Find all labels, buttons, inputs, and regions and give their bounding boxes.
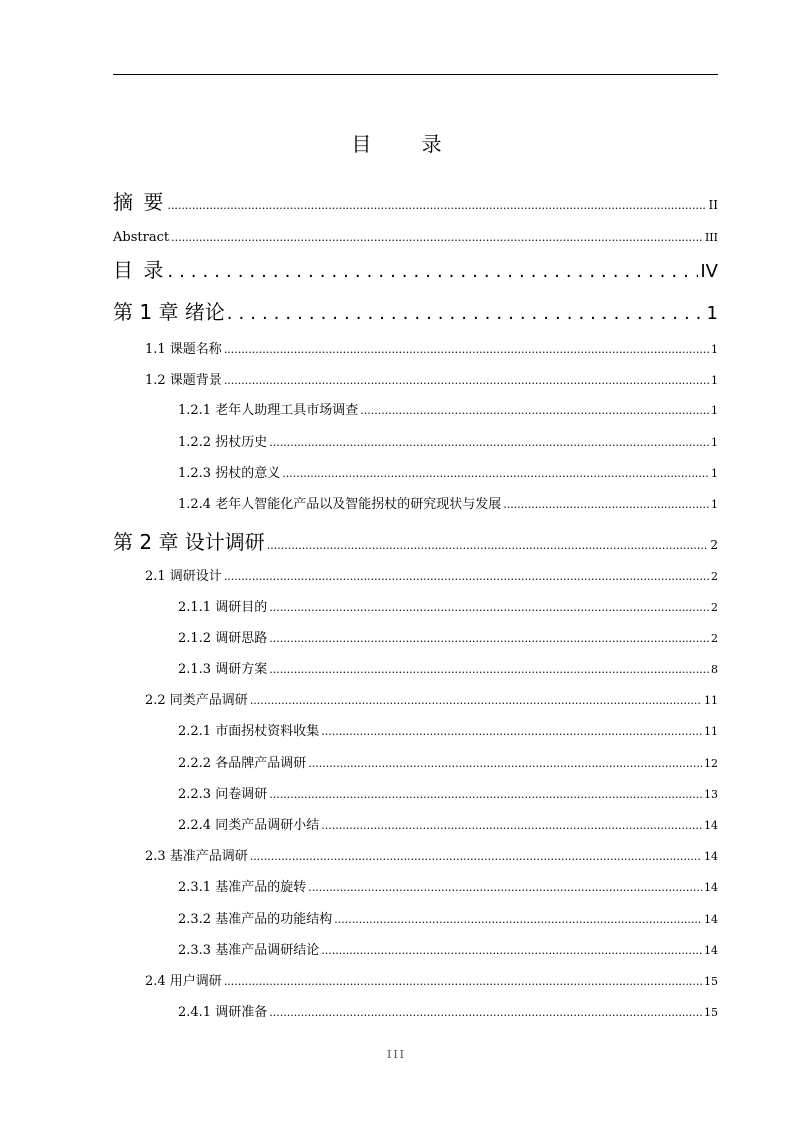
toc-leader (269, 786, 702, 804)
toc-leader (224, 341, 709, 359)
toc-entry-label: 2.2.3 问卷调研 (178, 787, 268, 802)
toc-leader (267, 533, 709, 559)
toc-leader (269, 1004, 702, 1022)
toc-leader (227, 301, 705, 327)
toc-entry-section[interactable] (145, 568, 718, 586)
toc-entry-page: 13 (704, 788, 718, 801)
toc-entry-page: 1 (711, 343, 718, 356)
toc-entry-label: 1.2 课题背景 (145, 373, 222, 388)
toc-entry-subsection[interactable] (178, 402, 718, 420)
toc-entry-page: 15 (704, 1006, 718, 1019)
toc-leader (224, 372, 709, 390)
toc-entry-label: 2.1.1 调研目的 (178, 600, 268, 615)
toc-entry-label: 2.3.1 基准产品的旋转 (178, 880, 307, 895)
toc-entry-page: 15 (704, 975, 718, 988)
toc-entry-label: 目 录 (113, 258, 166, 282)
toc-leader (282, 465, 709, 483)
toc-entry-subsection[interactable] (178, 599, 718, 617)
toc-leader (167, 259, 698, 285)
toc-entry-section[interactable] (145, 341, 718, 359)
toc-entry-page: 8 (711, 663, 718, 676)
toc-entry-page: 2 (710, 538, 718, 552)
toc-entry-page: 1 (711, 467, 718, 480)
toc-entry-label: 2.2.2 各品牌产品调研 (178, 756, 307, 771)
toc-entry-page: 11 (704, 725, 718, 738)
toc-entry-label: 第 1 章 绪论 (113, 300, 225, 324)
toc-entry-label: 2.1.2 调研思路 (178, 631, 268, 646)
toc-entry-page: 14 (704, 913, 718, 926)
toc-entry-label: Abstract (113, 230, 170, 245)
toc-entry-subsection[interactable] (178, 755, 718, 773)
toc-leader (167, 193, 706, 219)
toc-entry-label: 2.2.1 市面拐杖资料收集 (178, 724, 320, 739)
toc-entry-page: 1 (711, 404, 718, 417)
toc-entry-subsection[interactable] (178, 465, 718, 483)
toc-entry-label: 摘 要 (113, 190, 166, 214)
toc-leader (321, 942, 702, 960)
toc-leader (334, 911, 702, 929)
toc-entry-label: 2.2.4 同类产品调研小结 (178, 818, 320, 833)
toc-entry-label: 2.2 同类产品调研 (145, 693, 248, 708)
page-number-footer: III (386, 1048, 407, 1061)
toc-entry-page: 1 (711, 498, 718, 511)
toc-entry-label: 2.1.3 调研方案 (178, 662, 268, 677)
toc-entry-abstract-cn[interactable] (113, 189, 718, 219)
toc-entry-page: 14 (704, 944, 718, 957)
toc-leader (250, 848, 702, 866)
toc-entry-subsection[interactable] (178, 496, 718, 514)
toc-entry-subsection[interactable] (178, 786, 718, 804)
toc-entry-page: 1 (711, 374, 718, 387)
toc-leader (269, 599, 709, 617)
toc-entry-label: 1.2.3 拐杖的意义 (178, 466, 281, 481)
toc-entry-label: 第 2 章 设计调研 (113, 530, 265, 554)
toc-entry-subsection[interactable] (178, 879, 718, 897)
toc-entry-subsection[interactable] (178, 911, 718, 929)
toc-leader (321, 723, 702, 741)
toc-entry-page: 1 (711, 436, 718, 449)
toc-entry-subsection[interactable] (178, 434, 718, 452)
toc-entry-label: 2.3.3 基准产品调研结论 (178, 943, 320, 958)
toc-entry-subsection[interactable] (178, 942, 718, 960)
toc-leader (503, 496, 709, 514)
toc-entry-abstract-en[interactable] (113, 229, 718, 247)
toc-entry-page: 1 (706, 303, 718, 324)
toc-leader (224, 973, 702, 991)
toc-leader (171, 229, 703, 247)
toc-entry-page: II (708, 198, 718, 212)
toc-entry-subsection[interactable] (178, 661, 718, 679)
toc-entry-label: 1.2.4 老年人智能化产品以及智能拐杖的研究现状与发展 (178, 497, 502, 512)
toc-entry-contents[interactable] (113, 257, 718, 285)
toc-leader (308, 755, 702, 773)
header-rule (113, 74, 718, 75)
toc-leader (360, 402, 709, 420)
toc-entry-label: 1.2.2 拐杖历史 (178, 435, 268, 450)
toc-leader (269, 434, 709, 452)
toc-entry-section[interactable] (145, 848, 718, 866)
toc-entry-label: 2.4.1 调研准备 (178, 1005, 268, 1020)
toc-entry-section[interactable] (145, 692, 718, 710)
toc-entry-page: 11 (704, 694, 718, 707)
toc-entry-chapter-2[interactable] (113, 529, 718, 559)
toc-entry-label: 1.2.1 老年人助理工具市场调查 (178, 403, 359, 418)
toc-entry-page: IV (700, 261, 718, 282)
toc-leader (250, 692, 702, 710)
toc-entry-chapter-1[interactable] (113, 299, 718, 327)
toc-leader (321, 817, 702, 835)
toc-entry-subsection[interactable] (178, 723, 718, 741)
toc-entry-page: 2 (711, 632, 718, 645)
toc-entry-label: 2.3 基准产品调研 (145, 849, 248, 864)
page-title: 目 录 (351, 132, 464, 156)
toc-entry-label: 2.3.2 基准产品的功能结构 (178, 912, 333, 927)
toc-entry-subsection[interactable] (178, 817, 718, 835)
toc-entry-page: 12 (704, 757, 718, 770)
toc-entry-label: 1.1 课题名称 (145, 342, 222, 357)
toc-entry-page: III (704, 231, 718, 244)
toc-entry-label: 2.4 用户调研 (145, 974, 222, 989)
toc-leader (308, 879, 702, 897)
toc-entry-subsection[interactable] (178, 630, 718, 648)
toc-entry-page: 2 (711, 570, 718, 583)
toc-leader (224, 568, 709, 586)
toc-entry-page: 2 (711, 601, 718, 614)
toc-entry-page: 14 (704, 850, 718, 863)
toc-entry-page: 14 (704, 819, 718, 832)
toc-entry-page: 14 (704, 881, 718, 894)
toc-leader (269, 661, 709, 679)
toc-entry-section[interactable] (145, 372, 718, 390)
toc-entry-label: 2.1 调研设计 (145, 569, 222, 584)
toc-entry-section[interactable] (145, 973, 718, 991)
toc-entry-subsection[interactable] (178, 1004, 718, 1022)
toc-leader (269, 630, 709, 648)
